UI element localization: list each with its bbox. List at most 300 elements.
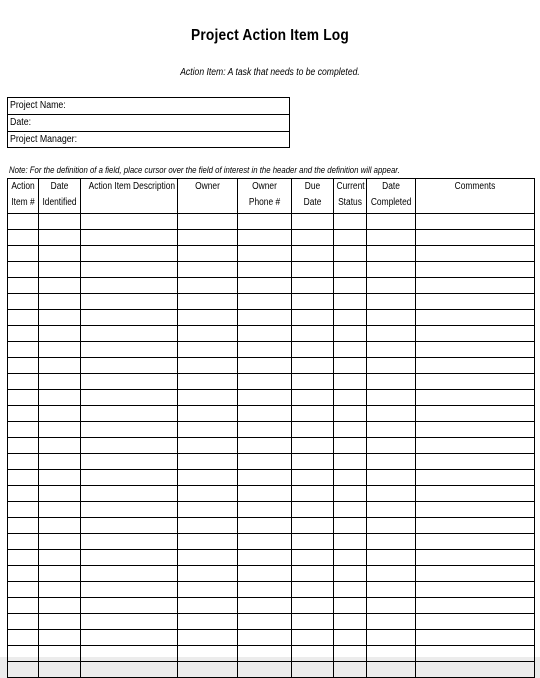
table-cell[interactable] [178, 262, 238, 278]
table-cell[interactable] [292, 550, 334, 566]
table-cell[interactable] [334, 582, 367, 598]
table-cell[interactable] [178, 342, 238, 358]
table-cell[interactable] [334, 374, 367, 390]
table-cell[interactable] [238, 598, 292, 614]
table-row [8, 374, 535, 390]
table-row [8, 214, 535, 230]
table-cell[interactable] [334, 646, 367, 662]
table-cell[interactable] [238, 358, 292, 374]
table-cell[interactable] [178, 294, 238, 310]
table-cell[interactable] [334, 358, 367, 374]
table-cell[interactable] [8, 518, 39, 534]
table-cell[interactable] [238, 550, 292, 566]
table-cell[interactable] [178, 646, 238, 662]
table-cell[interactable] [292, 582, 334, 598]
table-cell[interactable] [238, 486, 292, 502]
table-cell[interactable] [81, 598, 178, 614]
table-cell[interactable] [238, 438, 292, 454]
table-cell[interactable] [39, 614, 81, 630]
table-cell[interactable] [238, 246, 292, 262]
table-cell[interactable] [416, 630, 535, 646]
table-cell[interactable] [39, 294, 81, 310]
table-cell[interactable] [367, 502, 416, 518]
table-cell[interactable] [39, 550, 81, 566]
table-cell[interactable] [367, 358, 416, 374]
table-cell[interactable] [238, 470, 292, 486]
table-cell[interactable] [367, 630, 416, 646]
table-cell[interactable] [238, 454, 292, 470]
table-cell[interactable] [367, 278, 416, 294]
table-row [8, 230, 535, 246]
table-cell[interactable] [81, 438, 178, 454]
table-cell[interactable] [334, 662, 367, 678]
table-cell[interactable] [292, 646, 334, 662]
table-cell[interactable] [178, 310, 238, 326]
table-cell[interactable] [416, 294, 535, 310]
table-cell[interactable] [367, 550, 416, 566]
table-cell[interactable] [334, 438, 367, 454]
table-cell[interactable] [39, 438, 81, 454]
table-cell[interactable] [8, 422, 39, 438]
table-cell[interactable] [8, 438, 39, 454]
table-cell[interactable] [367, 422, 416, 438]
table-cell[interactable] [334, 294, 367, 310]
table-cell[interactable] [416, 614, 535, 630]
table-cell[interactable] [39, 502, 81, 518]
table-cell[interactable] [8, 214, 39, 230]
table-cell[interactable] [367, 534, 416, 550]
project-name-field[interactable] [8, 98, 289, 115]
table-cell[interactable] [81, 390, 178, 406]
table-cell[interactable] [8, 534, 39, 550]
table-cell[interactable] [334, 262, 367, 278]
table-cell[interactable] [292, 390, 334, 406]
action-item-definition: Action Item: A task that needs to be completed. [180, 67, 360, 78]
table-cell[interactable] [39, 214, 81, 230]
table-cell[interactable] [367, 614, 416, 630]
table-cell[interactable] [81, 326, 178, 342]
table-cell[interactable] [334, 310, 367, 326]
table-cell[interactable] [8, 358, 39, 374]
table-cell[interactable] [238, 342, 292, 358]
table-cell[interactable] [334, 502, 367, 518]
table-cell[interactable] [367, 518, 416, 534]
table-cell[interactable] [416, 534, 535, 550]
table-cell[interactable] [292, 518, 334, 534]
table-cell[interactable] [8, 646, 39, 662]
table-cell[interactable] [416, 422, 535, 438]
table-cell[interactable] [334, 214, 367, 230]
table-cell[interactable] [8, 582, 39, 598]
table-cell[interactable] [367, 230, 416, 246]
table-cell[interactable] [178, 390, 238, 406]
table-cell[interactable] [8, 294, 39, 310]
table-cell[interactable] [8, 630, 39, 646]
table-cell[interactable] [238, 502, 292, 518]
table-cell[interactable] [334, 614, 367, 630]
table-cell[interactable] [416, 486, 535, 502]
project-name-label: Project Name: [10, 100, 66, 111]
table-cell[interactable] [292, 566, 334, 582]
table-cell[interactable] [178, 230, 238, 246]
date-field[interactable] [8, 115, 289, 132]
table-cell[interactable] [292, 662, 334, 678]
table-cell[interactable] [416, 214, 535, 230]
table-cell[interactable] [178, 214, 238, 230]
column-header-owner: Owner [178, 179, 238, 214]
table-cell[interactable] [367, 214, 416, 230]
table-cell[interactable] [81, 470, 178, 486]
table-header-row [8, 179, 535, 214]
table-cell[interactable] [178, 454, 238, 470]
table-cell[interactable] [178, 534, 238, 550]
table-cell[interactable] [292, 598, 334, 614]
table-cell[interactable] [367, 598, 416, 614]
table-cell[interactable] [367, 294, 416, 310]
table-cell[interactable] [178, 598, 238, 614]
table-cell[interactable] [39, 310, 81, 326]
table-cell[interactable] [367, 374, 416, 390]
table-cell[interactable] [178, 614, 238, 630]
table-cell[interactable] [238, 630, 292, 646]
table-row [8, 326, 535, 342]
table-cell[interactable] [81, 294, 178, 310]
table-cell[interactable] [292, 374, 334, 390]
table-cell[interactable] [238, 614, 292, 630]
table-row [8, 294, 535, 310]
table-cell[interactable] [292, 406, 334, 422]
table-cell[interactable] [81, 246, 178, 262]
table-cell[interactable] [292, 486, 334, 502]
table-row [8, 406, 535, 422]
table-row [8, 246, 535, 262]
table-cell[interactable] [81, 662, 178, 678]
table-cell[interactable] [39, 422, 81, 438]
table-cell[interactable] [416, 518, 535, 534]
table-cell[interactable] [367, 262, 416, 278]
table-cell[interactable] [81, 230, 178, 246]
table-cell[interactable] [292, 470, 334, 486]
table-cell[interactable] [292, 214, 334, 230]
table-cell[interactable] [416, 454, 535, 470]
table-cell[interactable] [238, 518, 292, 534]
table-row [8, 262, 535, 278]
table-cell[interactable] [8, 390, 39, 406]
table-cell[interactable] [416, 262, 535, 278]
table-cell[interactable] [8, 614, 39, 630]
table-cell[interactable] [367, 454, 416, 470]
table-cell[interactable] [416, 406, 535, 422]
table-cell[interactable] [39, 278, 81, 294]
table-cell[interactable] [367, 406, 416, 422]
date-label: Date: [10, 117, 32, 129]
table-row [8, 390, 535, 406]
table-cell[interactable] [178, 374, 238, 390]
table-cell[interactable] [238, 262, 292, 278]
table-cell[interactable] [178, 630, 238, 646]
table-row [8, 598, 535, 614]
table-cell[interactable] [292, 422, 334, 438]
table-cell[interactable] [8, 454, 39, 470]
table-cell[interactable] [238, 310, 292, 326]
table-cell[interactable] [178, 486, 238, 502]
column-header-date-completed: Date Completed [367, 179, 416, 214]
table-cell[interactable] [292, 262, 334, 278]
table-cell[interactable] [238, 374, 292, 390]
table-cell[interactable] [416, 310, 535, 326]
table-cell[interactable] [334, 342, 367, 358]
table-cell[interactable] [8, 374, 39, 390]
table-cell[interactable] [81, 262, 178, 278]
table-cell[interactable] [334, 326, 367, 342]
table-cell[interactable] [81, 406, 178, 422]
table-cell[interactable] [178, 246, 238, 262]
project-manager-field[interactable] [8, 132, 289, 148]
table-cell[interactable] [39, 454, 81, 470]
table-cell[interactable] [39, 518, 81, 534]
table-cell[interactable] [416, 662, 535, 678]
table-cell[interactable] [178, 566, 238, 582]
table-cell[interactable] [292, 278, 334, 294]
table-row [8, 342, 535, 358]
table-cell[interactable] [81, 550, 178, 566]
table-row [8, 518, 535, 534]
table-cell[interactable] [39, 406, 81, 422]
table-cell[interactable] [39, 470, 81, 486]
column-header-description: Action Item Description [81, 179, 178, 214]
table-cell[interactable] [416, 438, 535, 454]
table-cell[interactable] [39, 662, 81, 678]
table-cell[interactable] [39, 390, 81, 406]
table-cell[interactable] [334, 454, 367, 470]
table-cell[interactable] [238, 662, 292, 678]
column-header-date-identified: Date Identified [39, 179, 81, 214]
table-cell[interactable] [8, 598, 39, 614]
table-cell[interactable] [178, 470, 238, 486]
table-cell[interactable] [39, 358, 81, 374]
column-header-owner-phone: Owner Phone # [238, 179, 292, 214]
table-cell[interactable] [292, 358, 334, 374]
table-cell[interactable] [238, 422, 292, 438]
table-cell[interactable] [39, 566, 81, 582]
table-cell[interactable] [334, 486, 367, 502]
table-cell[interactable] [238, 390, 292, 406]
table-cell[interactable] [178, 518, 238, 534]
table-cell[interactable] [8, 566, 39, 582]
field-definition-note: Note: For the definition of a field, place cursor over the field of interest in the header and the definition will appear. [9, 165, 400, 176]
table-cell[interactable] [292, 630, 334, 646]
table-cell[interactable] [8, 246, 39, 262]
table-cell[interactable] [8, 310, 39, 326]
table-cell[interactable] [334, 246, 367, 262]
table-cell[interactable] [292, 438, 334, 454]
table-cell[interactable] [81, 422, 178, 438]
table-cell[interactable] [8, 550, 39, 566]
table-cell[interactable] [367, 662, 416, 678]
table-cell[interactable] [238, 214, 292, 230]
table-cell[interactable] [292, 310, 334, 326]
table-cell[interactable] [292, 342, 334, 358]
table-cell[interactable] [334, 470, 367, 486]
table-cell[interactable] [8, 486, 39, 502]
table-cell[interactable] [39, 246, 81, 262]
table-cell[interactable] [416, 390, 535, 406]
table-row [8, 438, 535, 454]
table-cell[interactable] [81, 566, 178, 582]
table-cell[interactable] [81, 614, 178, 630]
table-cell[interactable] [8, 262, 39, 278]
table-cell[interactable] [238, 278, 292, 294]
table-cell[interactable] [292, 614, 334, 630]
table-cell[interactable] [39, 326, 81, 342]
table-cell[interactable] [238, 582, 292, 598]
table-cell[interactable] [292, 294, 334, 310]
table-cell[interactable] [81, 374, 178, 390]
table-cell[interactable] [81, 502, 178, 518]
table-cell[interactable] [367, 486, 416, 502]
column-header-due-date: Due Date [292, 179, 334, 214]
table-cell[interactable] [416, 566, 535, 582]
table-cell[interactable] [81, 454, 178, 470]
table-row [8, 422, 535, 438]
table-cell[interactable] [292, 326, 334, 342]
table-cell[interactable] [8, 326, 39, 342]
table-cell[interactable] [334, 598, 367, 614]
table-cell[interactable] [334, 566, 367, 582]
table-cell[interactable] [238, 230, 292, 246]
table-cell[interactable] [238, 326, 292, 342]
table-cell[interactable] [178, 550, 238, 566]
table-cell[interactable] [8, 502, 39, 518]
table-cell[interactable] [8, 662, 39, 678]
table-cell[interactable] [416, 374, 535, 390]
table-cell[interactable] [367, 342, 416, 358]
table-cell[interactable] [292, 246, 334, 262]
table-cell[interactable] [367, 390, 416, 406]
table-cell[interactable] [367, 246, 416, 262]
table-cell[interactable] [81, 582, 178, 598]
table-row [8, 502, 535, 518]
table-cell[interactable] [367, 646, 416, 662]
table-cell[interactable] [416, 582, 535, 598]
table-cell[interactable] [367, 326, 416, 342]
table-row [8, 566, 535, 582]
table-cell[interactable] [416, 598, 535, 614]
table-cell[interactable] [8, 470, 39, 486]
table-cell[interactable] [39, 374, 81, 390]
table-cell[interactable] [334, 630, 367, 646]
table-cell[interactable] [178, 406, 238, 422]
table-cell[interactable] [416, 278, 535, 294]
table-cell[interactable] [39, 582, 81, 598]
table-cell[interactable] [81, 518, 178, 534]
table-cell[interactable] [8, 342, 39, 358]
table-cell[interactable] [39, 486, 81, 502]
table-cell[interactable] [238, 294, 292, 310]
table-cell[interactable] [81, 278, 178, 294]
table-row [8, 582, 535, 598]
table-cell[interactable] [334, 278, 367, 294]
table-cell[interactable] [416, 502, 535, 518]
table-cell[interactable] [81, 214, 178, 230]
table-cell[interactable] [292, 230, 334, 246]
table-cell[interactable] [238, 646, 292, 662]
table-cell[interactable] [292, 534, 334, 550]
table-cell[interactable] [39, 262, 81, 278]
table-cell[interactable] [416, 342, 535, 358]
table-cell[interactable] [367, 310, 416, 326]
table-cell[interactable] [367, 470, 416, 486]
table-cell[interactable] [81, 358, 178, 374]
project-manager-label: Project Manager: [10, 134, 78, 146]
table-cell[interactable] [334, 230, 367, 246]
table-cell[interactable] [334, 534, 367, 550]
action-item-table [7, 178, 535, 678]
table-cell[interactable] [8, 230, 39, 246]
table-cell[interactable] [81, 486, 178, 502]
table-cell[interactable] [178, 278, 238, 294]
table-cell[interactable] [416, 470, 535, 486]
table-cell[interactable] [238, 566, 292, 582]
table-cell[interactable] [178, 582, 238, 598]
table-cell[interactable] [178, 358, 238, 374]
table-cell[interactable] [39, 598, 81, 614]
column-header-action-item: Action Item # [8, 179, 39, 214]
table-cell[interactable] [292, 502, 334, 518]
table-cell[interactable] [292, 454, 334, 470]
table-cell[interactable] [81, 534, 178, 550]
table-cell[interactable] [178, 662, 238, 678]
table-row [8, 534, 535, 550]
table-cell[interactable] [8, 406, 39, 422]
table-cell[interactable] [81, 310, 178, 326]
column-header-comments: Comments [416, 179, 535, 214]
table-cell[interactable] [178, 326, 238, 342]
table-cell[interactable] [8, 278, 39, 294]
table-cell[interactable] [81, 646, 178, 662]
table-cell[interactable] [367, 566, 416, 582]
table-cell[interactable] [178, 438, 238, 454]
table-cell[interactable] [39, 230, 81, 246]
table-cell[interactable] [39, 342, 81, 358]
table-row [8, 550, 535, 566]
table-cell[interactable] [416, 550, 535, 566]
table-cell[interactable] [416, 246, 535, 262]
table-cell[interactable] [81, 630, 178, 646]
table-cell[interactable] [334, 390, 367, 406]
table-cell[interactable] [367, 438, 416, 454]
table-cell[interactable] [416, 230, 535, 246]
table-cell[interactable] [39, 534, 81, 550]
table-cell[interactable] [238, 406, 292, 422]
table-row [8, 662, 535, 678]
table-cell[interactable] [178, 502, 238, 518]
table-cell[interactable] [416, 646, 535, 662]
table-cell[interactable] [334, 406, 367, 422]
table-cell[interactable] [39, 646, 81, 662]
table-row [8, 614, 535, 630]
table-cell[interactable] [416, 326, 535, 342]
table-cell[interactable] [334, 550, 367, 566]
table-cell[interactable] [81, 342, 178, 358]
table-cell[interactable] [334, 518, 367, 534]
table-cell[interactable] [416, 358, 535, 374]
table-cell[interactable] [367, 582, 416, 598]
table-cell[interactable] [39, 630, 81, 646]
table-cell[interactable] [178, 422, 238, 438]
table-cell[interactable] [334, 422, 367, 438]
table-cell[interactable] [238, 534, 292, 550]
